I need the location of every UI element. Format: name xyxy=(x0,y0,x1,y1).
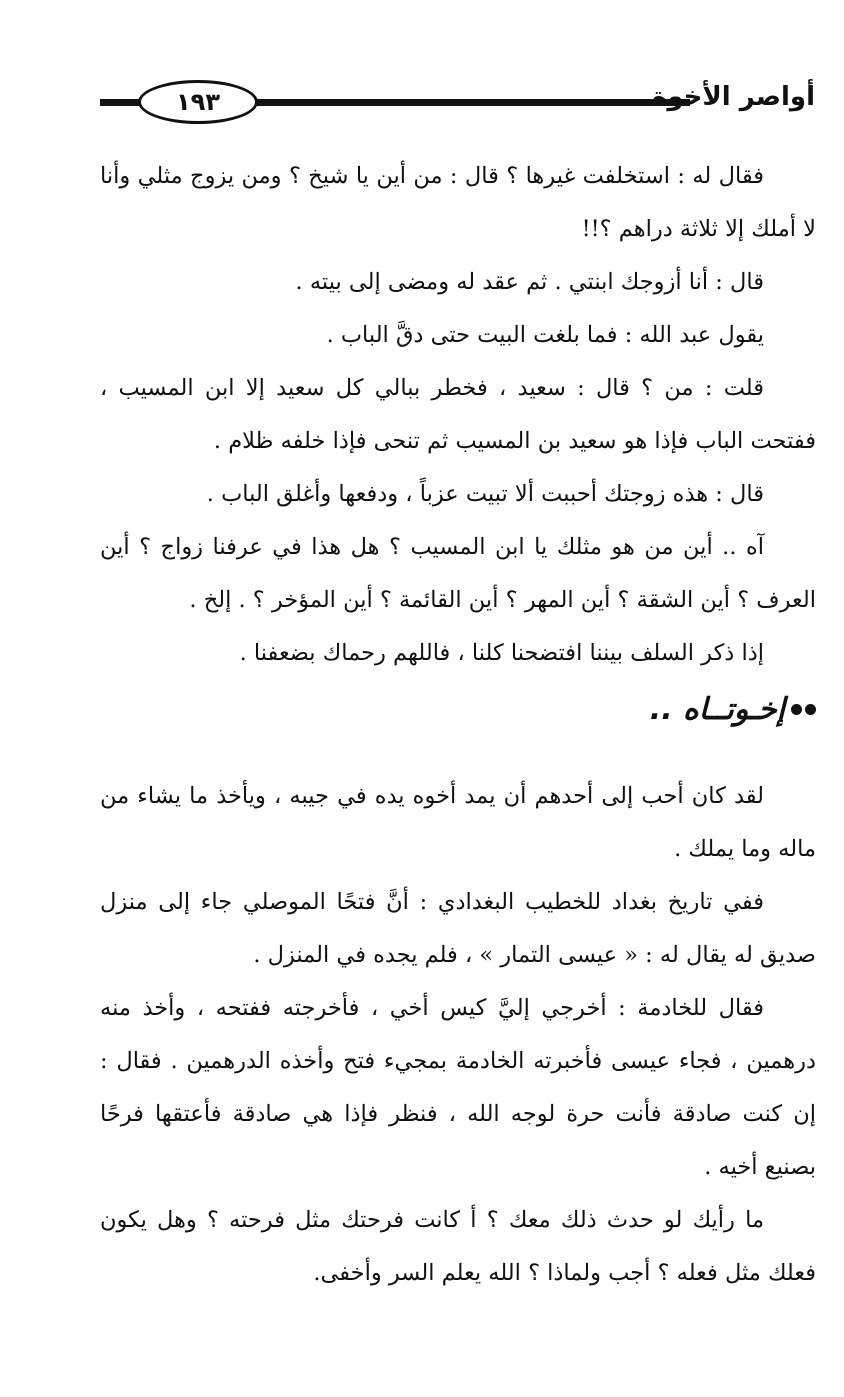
paragraph: قال : هذه زوجتك أحببت ألا تبيت عزباً ، ودفعها وأغلق الباب . xyxy=(206,481,764,507)
page-header xyxy=(100,72,815,132)
paragraph: قلت : من ؟ قال : سعيد ، فخطر ببالي كل سعيد إلا ابن المسيب ، ففتحت الباب فإذا هو سعيد بن المسيب ثم تنحى فإذا خلفه ظلام . xyxy=(100,375,816,454)
running-title: أواصر الأخوة xyxy=(652,82,815,112)
paragraph: آه .. أين من هو مثلك يا ابن المسيب ؟ هل هذا في عرفنا زواج ؟ أين العرف ؟ أين الشقة ؟ أين المهر ؟ أين القائمة ؟ أين المؤخر ؟ . إلخ . xyxy=(100,534,816,613)
paragraph: فقال للخادمة : أخرجي إليَّ كيس أخي ، فأخرجته ففتحه ، وأخذ منه درهمين ، فجاء عيسى فأخبرته الخادمة بمجيء فتح وأخذه الدرهمين . فقال : إن كنت صادقة فأنت حرة لوجه الله ، فنظر فإذا هي صادقة فأعتقها فرحًا بصنيع أخيه . xyxy=(100,995,816,1180)
paragraph: ما رأيك لو حدث ذلك معك ؟ أ كانت فرحتك مثل فرحته ؟ وهل يكون فعلك مثل فعله ؟ أجب ولماذا ؟ الله يعلم السر وأخفى. xyxy=(100,1207,816,1286)
paragraph: قال : أنا أزوجك ابنتي . ثم عقد له ومضى إلى بيته . xyxy=(295,269,764,295)
heading-bullet-icon xyxy=(791,704,816,715)
paragraph: فقال له : استخلفت غيرها ؟ قال : من أين يا شيخ ؟ ومن يزوج مثلي وأنا لا أملك إلا ثلاثة دراهم ؟!! xyxy=(100,163,816,242)
section-heading-text: إخـوتــاه .. xyxy=(649,692,785,727)
page-number-oval xyxy=(138,80,258,124)
paragraph: لقد كان أحب إلى أحدهم أن يمد أخوه يده في جيبه ، ويأخذ ما يشاء من ماله وما يملك . xyxy=(100,783,816,862)
section-1-body xyxy=(100,150,816,680)
section-heading xyxy=(650,692,816,727)
paragraph: إذا ذكر السلف بيننا افتضحنا كلنا ، فاللهم رحماك بضعفنا . xyxy=(239,640,764,666)
paragraph: ففي تاريخ بغداد للخطيب البغدادي : أنَّ فتحًا الموصلي جاء إلى منزل صديق له يقال له : « عيسى التمار » ، فلم يجده في المنزل . xyxy=(100,889,816,968)
section-2-body xyxy=(100,770,816,1300)
paragraph: يقول عبد الله : فما بلغت البيت حتى دقَّ الباب . xyxy=(326,322,764,348)
page-number: ١٩٣ xyxy=(176,88,220,116)
